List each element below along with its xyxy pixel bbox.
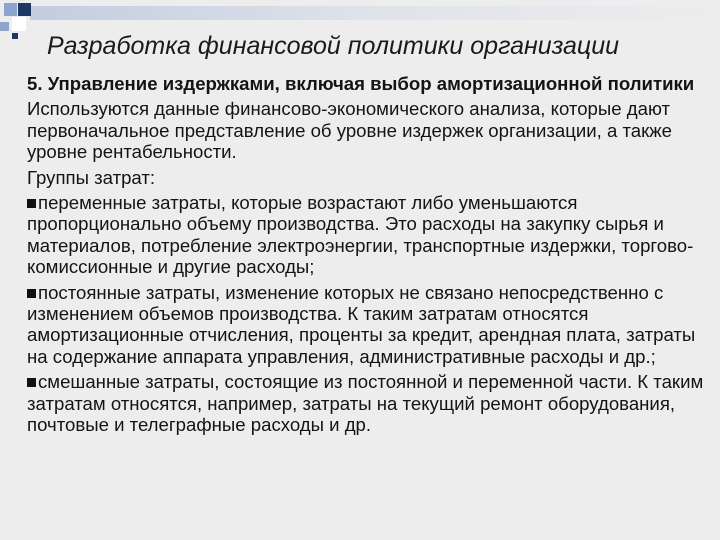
- section-heading: 5. Управление издержками, включая выбор амортизационной политики: [27, 73, 695, 94]
- list-item: [27, 371, 715, 435]
- slide-title: Разработка финансовой политики организации: [47, 32, 620, 60]
- square-bullet-icon: [27, 378, 36, 387]
- square-bullet-icon: [27, 289, 36, 298]
- bullet-text: переменные затраты, которые возрастают либо уменьшаются пропорционально объему производства. Это расходы на закупку сырья и материалов, потребление электроэнергии, транспортные издержки, торгово-комиссионные и другие расходы;: [27, 192, 694, 278]
- square-bullet-icon: [27, 199, 36, 208]
- intro-paragraph: Используются данные финансово-экономического анализа, которые дают первоначальное представление об уровне издержек организации, а также уровне рентабельности.: [27, 98, 673, 163]
- slide-body: [27, 73, 715, 436]
- list-item: [27, 192, 715, 278]
- bullet-text: постоянные затраты, изменение которых не связано непосредственно с изменением объемов производства. К таким затратам относятся амортизационные отчисления, проценты за кредит, арендная плата, затраты на содержание аппарата управления, административные расходы и др.;: [27, 281, 696, 367]
- bullet-text: смешанные затраты, состоящие из постоянной и переменной части. К таким затратам относятся, например, затраты на текущий ремонт оборудования, почтовые и телеграфные расходы и др.: [27, 371, 704, 436]
- groups-label: Группы затрат:: [27, 166, 156, 188]
- list-item: [27, 282, 715, 368]
